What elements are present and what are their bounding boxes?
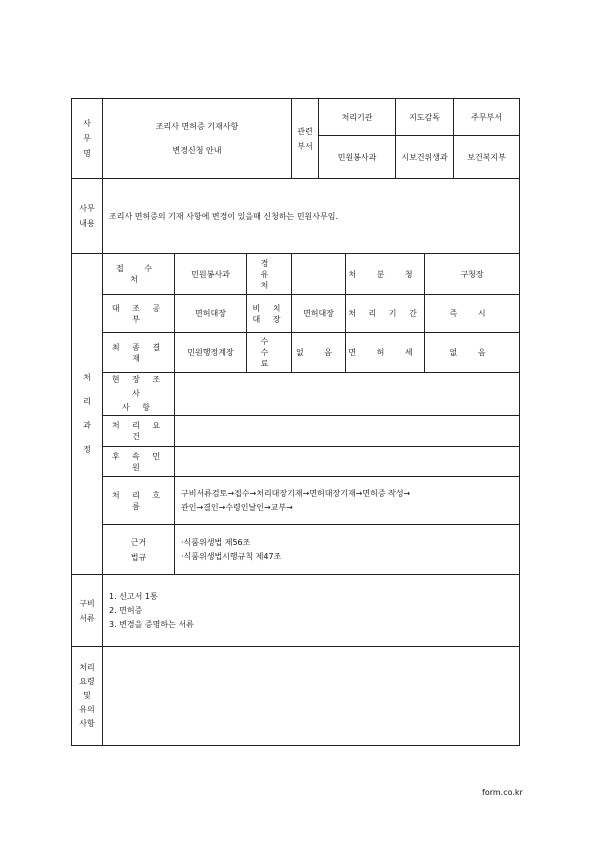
flow-label: 처 리 흐 름 bbox=[103, 477, 175, 525]
content-label: 사무 내용 bbox=[72, 179, 103, 254]
kept-ledger-value: 면허대장 bbox=[292, 295, 346, 333]
title-line-2: 변경신청 안내 bbox=[172, 145, 222, 155]
follow-up-value bbox=[175, 447, 520, 477]
col-main-dept: 주무부서 bbox=[454, 99, 520, 136]
kept-ledger-label: 비 치 대 장 bbox=[247, 295, 292, 333]
via-label: 경 유 처 bbox=[247, 254, 292, 295]
reception-value: 민원봉사과 bbox=[175, 254, 247, 295]
notes-value bbox=[103, 647, 520, 746]
ledger-label: 대 조 공 부 bbox=[103, 295, 175, 333]
fee-value: 없 음 bbox=[292, 333, 346, 373]
val-processing-agency: 민원봉사과 bbox=[319, 136, 396, 179]
process-label: 처 리 과 정 bbox=[72, 254, 103, 575]
page-title bbox=[103, 99, 292, 179]
col-processing-agency: 처리기관 bbox=[319, 99, 396, 136]
follow-up-label: 후 속 민 원 bbox=[103, 447, 175, 477]
disposition-value: 구청장 bbox=[425, 254, 520, 295]
period-label: 처 리 기 간 bbox=[346, 295, 425, 333]
val-supervision: 시보건위생과 bbox=[396, 136, 454, 179]
documents-list bbox=[103, 575, 520, 647]
flow-text: 구비서류검토→접수→처리대장기재→면허대장기재→면허증 작성→ 관인→결인→수령인날인→교부→ bbox=[175, 477, 520, 525]
requirements-label: 처 리 요 건 bbox=[103, 416, 175, 447]
period-value: 즉 시 bbox=[425, 295, 520, 333]
reception-label: 접 수 처 bbox=[103, 254, 175, 295]
license-tax-label: 면 허 세 bbox=[346, 333, 425, 373]
content-text: 조리사 면허증의 기재 사항에 변경이 있을때 신청하는 민원사무임. bbox=[103, 179, 520, 254]
document-item: 3. 변경을 증명하는 서류 bbox=[109, 619, 194, 629]
document-item: 2. 면허증 bbox=[109, 605, 143, 615]
legal-item: ·식품위생법시행규칙 제47조 bbox=[181, 551, 282, 561]
notes-label: 처리 요령 및 유의 사항 bbox=[72, 647, 103, 746]
documents-label: 구비 서류 bbox=[72, 575, 103, 647]
document-item: 1. 신고서 1통 bbox=[109, 591, 158, 601]
requirements-value bbox=[175, 416, 520, 447]
onsite-survey-label: 현 장 조 사 사 항 bbox=[103, 373, 175, 416]
related-dept-label: 관련 부서 bbox=[292, 99, 319, 179]
legal-item: ·식품위생법 제56조 bbox=[181, 537, 251, 547]
office-name-label: 사 무 명 bbox=[72, 99, 103, 179]
via-value bbox=[292, 254, 346, 295]
legal-basis-label: 근거 법규 bbox=[103, 525, 175, 575]
val-main-dept: 보건복지부 bbox=[454, 136, 520, 179]
onsite-survey-value bbox=[175, 373, 520, 416]
guide-form bbox=[71, 98, 520, 746]
disposition-label: 처 분 청 bbox=[346, 254, 425, 295]
final-approval-value: 민원행정계장 bbox=[175, 333, 247, 373]
legal-basis-list bbox=[175, 525, 520, 575]
fee-label: 수 수 료 bbox=[247, 333, 292, 373]
ledger-value: 면허대장 bbox=[175, 295, 247, 333]
title-line-1: 조리사 면허증 기재사항 bbox=[155, 121, 239, 131]
col-supervision: 지도감독 bbox=[396, 99, 454, 136]
final-approval-label: 최 종 결 재 bbox=[103, 333, 175, 373]
footer-source: form.co.kr bbox=[482, 788, 523, 797]
license-tax-value: 없 음 bbox=[425, 333, 520, 373]
